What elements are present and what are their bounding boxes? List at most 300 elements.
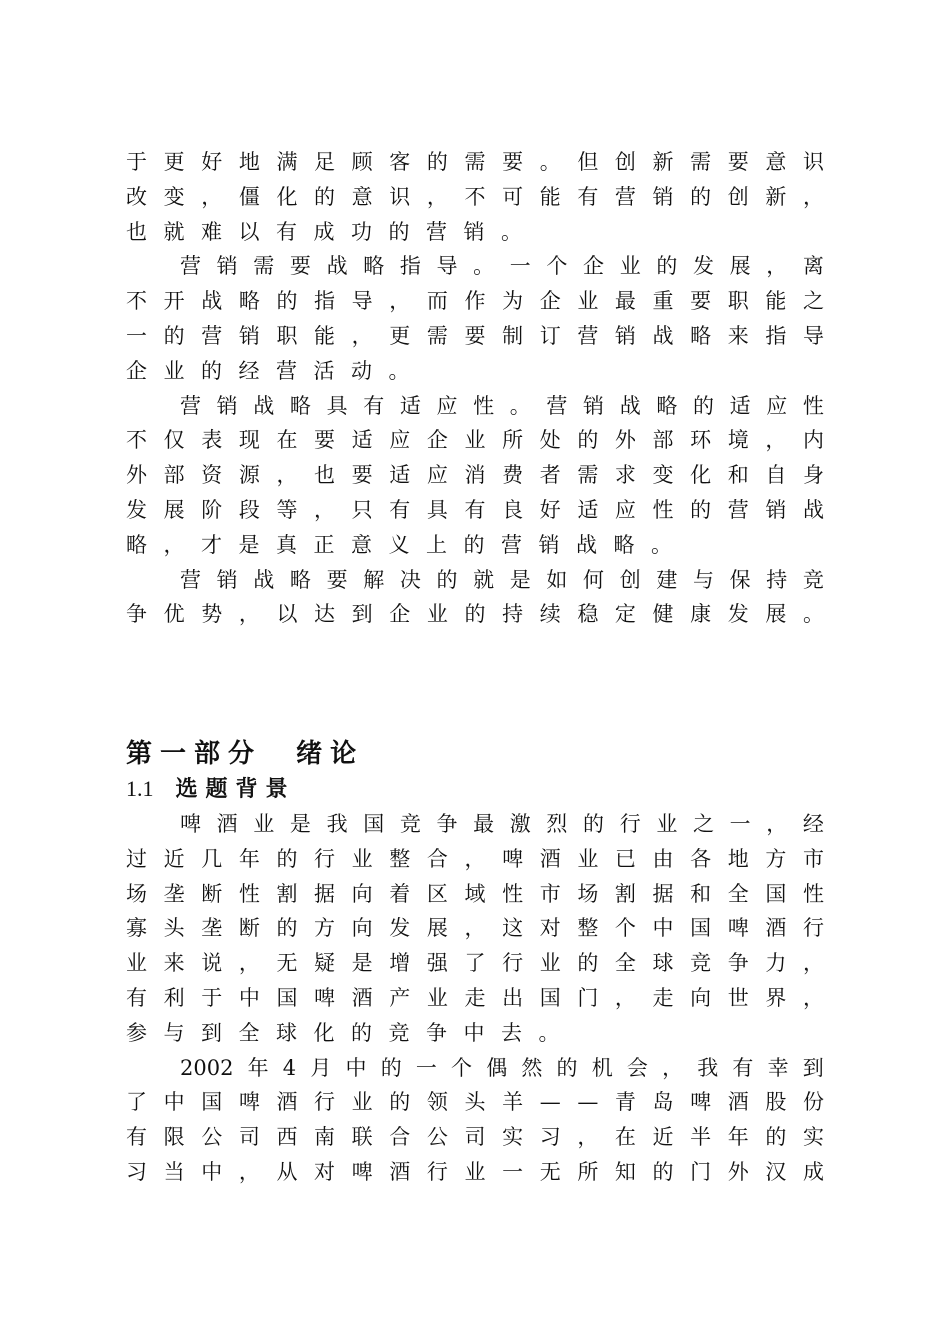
text-char: 竞 bbox=[802, 567, 824, 592]
text-char: 以 bbox=[238, 219, 260, 244]
text-char: ， bbox=[314, 497, 336, 522]
text-char: 4 bbox=[282, 1055, 297, 1080]
text-char: 中 bbox=[463, 1020, 485, 1045]
text-char: 要 bbox=[502, 150, 524, 174]
text-char: 几 bbox=[201, 846, 223, 871]
text-line bbox=[126, 1085, 824, 1120]
text-char: 市 bbox=[539, 881, 561, 906]
text-char: 酒 bbox=[276, 1090, 298, 1115]
text-char: — bbox=[539, 1090, 561, 1115]
text-char: 。 bbox=[501, 219, 522, 244]
text-char: ， bbox=[238, 1159, 260, 1184]
text-char: 行 bbox=[314, 1090, 336, 1115]
text-char: 的 bbox=[201, 358, 222, 383]
text-char: 消 bbox=[464, 463, 486, 488]
text-char: 竞 bbox=[399, 812, 421, 836]
section-number: 1.1 bbox=[126, 776, 154, 801]
paragraph-block-background bbox=[126, 807, 824, 1190]
text-char: 指 bbox=[765, 323, 787, 348]
text-line bbox=[126, 319, 824, 354]
text-char: 争 bbox=[126, 602, 147, 627]
text-char: 整 bbox=[577, 916, 599, 941]
text-char: 来 bbox=[727, 323, 749, 348]
text-char: 职 bbox=[276, 323, 298, 348]
text-char: 一 bbox=[126, 323, 147, 348]
text-char: 要 bbox=[464, 323, 486, 348]
text-char: 是 bbox=[509, 567, 531, 592]
text-char: 意 bbox=[351, 532, 372, 557]
text-char: 啤 bbox=[690, 1090, 712, 1115]
text-char: 中 bbox=[163, 1090, 185, 1115]
text-char: 业 bbox=[464, 1159, 486, 1184]
text-char: 争 bbox=[436, 812, 458, 836]
text-char: 顾 bbox=[351, 150, 373, 174]
text-char: 业 bbox=[426, 602, 448, 627]
text-char: 销 bbox=[765, 497, 787, 522]
text-char: 的 bbox=[389, 1090, 411, 1115]
text-char: 场 bbox=[126, 881, 147, 906]
text-char: ， bbox=[464, 916, 486, 941]
text-char: 的 bbox=[765, 1125, 787, 1150]
text-char: ， bbox=[238, 951, 260, 976]
text-char: 持 bbox=[766, 567, 788, 592]
text-char: 西 bbox=[276, 1125, 298, 1150]
text-char: 份 bbox=[802, 1090, 824, 1115]
text-char: 性 bbox=[502, 881, 524, 906]
text-char: 业 bbox=[163, 358, 185, 383]
text-char: 就 bbox=[473, 567, 495, 592]
text-char: 会 bbox=[626, 1055, 648, 1080]
text-char: 战 bbox=[576, 532, 597, 557]
text-char: 更 bbox=[163, 150, 185, 174]
text-char: 据 bbox=[314, 881, 336, 906]
text-line bbox=[126, 249, 824, 284]
text-char: 活 bbox=[313, 358, 335, 383]
text-char: 啤 bbox=[351, 1159, 373, 1184]
text-char: 略 bbox=[690, 323, 712, 348]
text-char: 战 bbox=[802, 497, 824, 522]
text-char: 营 bbox=[201, 323, 223, 348]
text-char: 职 bbox=[727, 289, 749, 314]
text-char: 应 bbox=[389, 428, 411, 453]
text-char: 的 bbox=[690, 497, 712, 522]
text-char: 有 bbox=[389, 497, 411, 522]
text-char: 从 bbox=[276, 1159, 298, 1184]
text-char: 。 bbox=[538, 1020, 560, 1045]
text-char: 断 bbox=[201, 881, 223, 906]
text-char: 国 bbox=[539, 985, 561, 1010]
text-char: 一 bbox=[729, 812, 751, 836]
text-char: 意 bbox=[351, 184, 373, 209]
text-char: 由 bbox=[652, 846, 674, 871]
text-char: 战 bbox=[326, 254, 348, 279]
text-char: 合 bbox=[389, 1125, 411, 1150]
text-char: — bbox=[577, 1090, 599, 1115]
text-char: 性 bbox=[802, 881, 824, 906]
text-char: 要 bbox=[727, 150, 749, 174]
text-char: 行 bbox=[802, 916, 824, 941]
text-char: 的 bbox=[163, 323, 185, 348]
text-char: 的 bbox=[556, 1055, 578, 1080]
text-char: 现 bbox=[238, 428, 260, 453]
text-line bbox=[126, 877, 824, 912]
paragraph-block-intro bbox=[126, 145, 824, 632]
text-char: 略 bbox=[613, 532, 635, 557]
text-char: 。 bbox=[509, 393, 531, 418]
text-char: 适 bbox=[577, 497, 599, 522]
text-char: 是 bbox=[351, 951, 373, 976]
text-char: 识 bbox=[802, 150, 824, 174]
text-char: 应 bbox=[426, 463, 448, 488]
text-char: 门 bbox=[577, 985, 599, 1010]
text-char: 南 bbox=[314, 1125, 336, 1150]
text-char: ， bbox=[802, 951, 824, 976]
text-char: ， bbox=[802, 985, 824, 1010]
text-char: 业 bbox=[426, 985, 448, 1010]
text-char: 中 bbox=[652, 916, 674, 941]
text-char: 成 bbox=[313, 219, 335, 244]
text-char: 改 bbox=[126, 184, 147, 209]
text-char: 建 bbox=[656, 567, 678, 592]
text-char: 的 bbox=[690, 184, 712, 209]
text-line bbox=[126, 458, 824, 493]
text-char: 能 bbox=[539, 184, 561, 209]
text-char: 开 bbox=[163, 289, 185, 314]
text-char: 司 bbox=[238, 1125, 260, 1150]
text-char: 于 bbox=[126, 150, 147, 174]
text-char: 就 bbox=[163, 219, 185, 244]
text-char: 销 bbox=[216, 567, 238, 592]
text-char: 适 bbox=[399, 393, 421, 418]
text-char: 公 bbox=[426, 1125, 448, 1150]
text-char: 业 bbox=[656, 812, 678, 836]
text-char: 。 bbox=[539, 150, 561, 174]
text-char: 要 bbox=[314, 428, 336, 453]
text-char: 着 bbox=[389, 881, 411, 906]
text-char: 了 bbox=[126, 1090, 147, 1115]
text-char: 企 bbox=[389, 602, 411, 627]
text-char: 向 bbox=[351, 916, 373, 941]
text-char: 营 bbox=[727, 497, 749, 522]
text-char: 展 bbox=[163, 497, 185, 522]
text-char: 发 bbox=[126, 497, 147, 522]
text-char: 僵 bbox=[238, 184, 260, 209]
text-char: 头 bbox=[464, 1090, 486, 1115]
text-line bbox=[126, 1051, 824, 1086]
chapter-heading: 第一部分 绪论 bbox=[126, 739, 365, 769]
text-char: 略 bbox=[238, 289, 260, 314]
text-char: 来 bbox=[163, 951, 185, 976]
text-line bbox=[126, 284, 824, 319]
text-char: 行 bbox=[619, 812, 641, 836]
text-char: 最 bbox=[473, 812, 495, 836]
text-char: 业 bbox=[351, 846, 373, 871]
text-char: 保 bbox=[729, 567, 751, 592]
text-char: 也 bbox=[126, 219, 147, 244]
text-char: 年 bbox=[238, 846, 260, 871]
text-char: 对 bbox=[314, 1159, 336, 1184]
text-line bbox=[126, 1016, 824, 1051]
text-char: 激 bbox=[509, 812, 531, 836]
text-char: 岛 bbox=[652, 1090, 674, 1115]
text-char: 意 bbox=[765, 150, 787, 174]
text-char: 走 bbox=[652, 985, 674, 1010]
text-char: 销 bbox=[583, 393, 605, 418]
text-char: 新 bbox=[652, 150, 674, 174]
text-char: 的 bbox=[436, 567, 458, 592]
text-char: 的 bbox=[380, 1055, 402, 1080]
text-char: 和 bbox=[727, 463, 749, 488]
text-char: 变 bbox=[163, 184, 185, 209]
text-char: 有 bbox=[464, 497, 486, 522]
text-char: 过 bbox=[126, 846, 147, 871]
text-char: 无 bbox=[276, 951, 298, 976]
text-char: 到 bbox=[351, 602, 373, 627]
text-char: 导 bbox=[436, 254, 458, 279]
text-char: 酒 bbox=[216, 812, 238, 836]
text-char: ， bbox=[389, 289, 411, 314]
text-char: 联 bbox=[351, 1125, 373, 1150]
text-char: 能 bbox=[765, 289, 787, 314]
text-char: 健 bbox=[652, 602, 674, 627]
text-char: 满 bbox=[276, 150, 298, 174]
text-char: 指 bbox=[399, 254, 421, 279]
text-char: 酒 bbox=[727, 1090, 749, 1115]
text-char: 个 bbox=[546, 254, 568, 279]
text-char: 啤 bbox=[180, 812, 201, 836]
text-char: 导 bbox=[351, 289, 373, 314]
text-char: 业 bbox=[126, 951, 147, 976]
text-char: 经 bbox=[802, 812, 824, 836]
text-char: 适 bbox=[351, 428, 373, 453]
text-char: 营 bbox=[426, 219, 447, 244]
text-char: 如 bbox=[546, 567, 568, 592]
text-char: 整 bbox=[389, 846, 411, 871]
text-char: 战 bbox=[652, 323, 674, 348]
text-char: 中 bbox=[201, 1159, 223, 1184]
text-char: 最 bbox=[614, 289, 636, 314]
text-char: 略 bbox=[289, 567, 311, 592]
text-char: 业 bbox=[351, 1090, 373, 1115]
text-char: 在 bbox=[614, 1125, 636, 1150]
text-char: 的 bbox=[276, 846, 298, 871]
text-char: 去 bbox=[501, 1020, 522, 1045]
text-char: 企 bbox=[539, 289, 561, 314]
text-char: 动 bbox=[351, 358, 372, 383]
text-char: 创 bbox=[614, 150, 636, 174]
text-char: 近 bbox=[163, 846, 185, 871]
text-char: 全 bbox=[614, 951, 636, 976]
text-char: ， bbox=[766, 812, 788, 836]
text-char: ， bbox=[464, 846, 486, 871]
text-char: 之 bbox=[802, 289, 824, 314]
text-char: 需 bbox=[690, 150, 712, 174]
text-char: 地 bbox=[238, 150, 260, 174]
text-char: 争 bbox=[426, 1020, 447, 1045]
text-char: 上 bbox=[426, 532, 447, 557]
text-char: 当 bbox=[163, 1159, 185, 1184]
text-line bbox=[126, 563, 824, 598]
text-char: 展 bbox=[765, 602, 787, 627]
text-char: 界 bbox=[765, 985, 787, 1010]
text-char: 不 bbox=[464, 184, 486, 209]
text-char: 稳 bbox=[577, 602, 599, 627]
text-char: 有 bbox=[126, 1125, 147, 1150]
text-char: 个 bbox=[614, 916, 636, 941]
text-line bbox=[126, 354, 824, 389]
section-heading bbox=[126, 772, 296, 807]
text-char: 者 bbox=[539, 463, 561, 488]
text-char: 性 bbox=[802, 393, 824, 418]
text-char: 不 bbox=[126, 289, 147, 314]
text-char: 仅 bbox=[163, 428, 185, 453]
text-char: 销 bbox=[652, 184, 674, 209]
text-char: 性 bbox=[238, 881, 260, 906]
text-char: 争 bbox=[727, 951, 749, 976]
text-char: 能 bbox=[314, 323, 336, 348]
text-char: 创 bbox=[727, 184, 749, 209]
text-char: 具 bbox=[326, 393, 348, 418]
text-char: 烈 bbox=[546, 812, 568, 836]
text-char: 经 bbox=[238, 358, 260, 383]
text-char: 国 bbox=[276, 985, 298, 1010]
text-char: 。 bbox=[651, 532, 672, 557]
text-line bbox=[126, 145, 824, 180]
text-char: 展 bbox=[426, 916, 448, 941]
text-char: 具 bbox=[426, 497, 448, 522]
text-char: 营 bbox=[501, 532, 522, 557]
text-line bbox=[126, 528, 824, 563]
text-char: 才 bbox=[201, 532, 222, 557]
text-char: 所 bbox=[577, 1159, 599, 1184]
text-char: 销 bbox=[238, 323, 260, 348]
text-char: 全 bbox=[727, 881, 749, 906]
text-char: 略 bbox=[126, 532, 147, 557]
text-char: 也 bbox=[314, 463, 336, 488]
text-char: 无 bbox=[539, 1159, 561, 1184]
text-line bbox=[126, 215, 824, 250]
text-char: 参 bbox=[126, 1020, 147, 1045]
text-char: 方 bbox=[314, 916, 336, 941]
text-char: ， bbox=[201, 184, 223, 209]
text-char: ， bbox=[766, 254, 788, 279]
text-char: 的 bbox=[577, 428, 599, 453]
text-line bbox=[126, 1120, 824, 1155]
text-char: 化 bbox=[276, 184, 298, 209]
text-char: 。 bbox=[473, 254, 495, 279]
text-char: 有 bbox=[126, 985, 147, 1010]
text-char: 是 bbox=[238, 532, 260, 557]
text-char: 啤 bbox=[314, 985, 336, 1010]
text-char: 我 bbox=[326, 812, 348, 836]
text-char: 知 bbox=[614, 1159, 636, 1184]
text-char: 应 bbox=[436, 393, 458, 418]
text-char: 发 bbox=[692, 254, 714, 279]
text-char: 销 bbox=[614, 323, 636, 348]
text-char: 达 bbox=[314, 602, 336, 627]
text-char: 略 bbox=[363, 254, 385, 279]
text-char: 发 bbox=[389, 916, 411, 941]
text-char: 实 bbox=[802, 1125, 824, 1150]
text-char: ， bbox=[577, 1125, 599, 1150]
text-char: 客 bbox=[389, 150, 411, 174]
text-char: 的 bbox=[314, 184, 336, 209]
text-char: 业 bbox=[577, 289, 599, 314]
text-char: 需 bbox=[464, 150, 486, 174]
text-char: 实 bbox=[502, 1125, 524, 1150]
text-char: 义 bbox=[388, 532, 410, 557]
text-char: 国 bbox=[765, 881, 787, 906]
text-char: 的 bbox=[656, 254, 678, 279]
text-char: 酒 bbox=[389, 1159, 411, 1184]
text-char: 要 bbox=[351, 463, 373, 488]
text-char: 的 bbox=[276, 289, 298, 314]
text-char: 制 bbox=[502, 323, 524, 348]
text-char: 据 bbox=[652, 881, 674, 906]
text-char: 战 bbox=[253, 393, 275, 418]
text-char: 场 bbox=[577, 881, 599, 906]
text-char: 部 bbox=[163, 463, 185, 488]
text-char: 战 bbox=[619, 393, 641, 418]
text-char: 青 bbox=[614, 1090, 636, 1115]
text-line bbox=[126, 493, 824, 528]
text-char: ， bbox=[802, 184, 824, 209]
text-line bbox=[126, 180, 824, 215]
text-char: 与 bbox=[692, 567, 714, 592]
text-char: 公 bbox=[201, 1125, 223, 1150]
text-char: 2002 bbox=[180, 1055, 234, 1080]
text-char: 适 bbox=[729, 393, 751, 418]
text-char: 已 bbox=[614, 846, 636, 871]
text-char: 外 bbox=[126, 463, 147, 488]
text-char: 重 bbox=[652, 289, 674, 314]
text-char: 创 bbox=[619, 567, 641, 592]
text-char: 世 bbox=[727, 985, 749, 1010]
text-char: 领 bbox=[426, 1090, 448, 1115]
text-char: 于 bbox=[201, 985, 223, 1010]
text-char: 为 bbox=[502, 289, 524, 314]
text-char: 等 bbox=[276, 497, 298, 522]
text-char: ， bbox=[276, 463, 298, 488]
text-char: 酒 bbox=[351, 985, 373, 1010]
text-char: 向 bbox=[351, 881, 373, 906]
text-char: 的 bbox=[692, 393, 714, 418]
text-char: 走 bbox=[464, 985, 486, 1010]
text-char: 有 bbox=[577, 184, 599, 209]
text-char: 业 bbox=[539, 951, 561, 976]
text-char: 导 bbox=[802, 323, 824, 348]
text-char: 寡 bbox=[126, 916, 147, 941]
text-char: 内 bbox=[802, 428, 824, 453]
text-char: 应 bbox=[614, 497, 636, 522]
text-char: 垄 bbox=[163, 881, 185, 906]
text-char: 有 bbox=[732, 1055, 754, 1080]
text-char: 竞 bbox=[690, 951, 712, 976]
text-char: 酒 bbox=[539, 846, 561, 871]
text-char: 变 bbox=[652, 463, 674, 488]
text-char: 增 bbox=[389, 951, 411, 976]
text-char: 个 bbox=[451, 1055, 473, 1080]
text-char: 要 bbox=[690, 289, 712, 314]
text-char: 行 bbox=[502, 951, 524, 976]
text-char: 何 bbox=[583, 567, 605, 592]
text-char: 的 bbox=[388, 219, 410, 244]
text-char: 需 bbox=[577, 463, 599, 488]
text-line bbox=[126, 389, 824, 424]
text-char: 优 bbox=[163, 602, 185, 627]
text-char: 解 bbox=[363, 567, 385, 592]
text-char: 离 bbox=[802, 254, 824, 279]
